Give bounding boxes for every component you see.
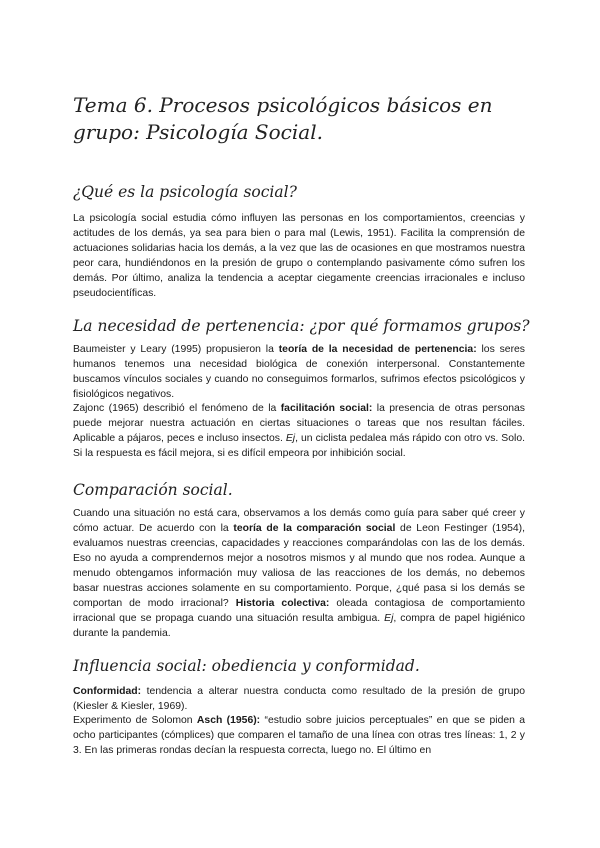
section-paragraph: Cuando una situación no está cara, observamos a los demás como guía para saber qué creer y cómo actuar. De acuerdo con la teoría de la comparación social de Leon Festinger (1954), evaluamos nuestras creencias, capacidades y reacciones comparándolas con las de los demás. Eso no ayuda a comprendernos mejor a nosotros mismos y al mundo que nos rodea. Aunque a menudo obtengamos información muy valiosa de las reacciones de los demás, no debemos basar nuestras acciones solamente en su comportamiento. Porque, ¿qué pasa si los demás se comportan de modo irracional? Historia colectiva: oleada contagiosa de comportamiento irracional que se propaga cuando una situación resulta ambigua. Ej, compra de papel higiénico durante la pandemia.	[73, 508, 526, 639]
key-term: teoría de la comparación social	[233, 523, 396, 534]
section-heading-social-comparison: Comparación social.	[73, 481, 233, 499]
key-term: Conformidad:	[73, 686, 142, 697]
section-heading-social-influence: Influencia social: obediencia y conformidad.	[73, 657, 420, 675]
key-term: Historia colectiva:	[235, 598, 330, 609]
section-heading-what-is-social-psychology: ¿Qué es la psicología social?	[73, 183, 297, 201]
document-title: Tema 6. Procesos psicológicos básicos en grupo: Psicología Social.	[73, 93, 493, 144]
section-paragraph: Baumeister y Leary (1995) propusieron la teoría de la necesidad de pertenencia: los seres humanos tenemos una necesidad biológica de conexión interpersonal. Constantemente buscamos vínculos sociales y cuando no conseguimos formarlos, sufrimos efectos psicológicos y fisiológicos negativos.	[73, 344, 525, 400]
section-paragraph: Zajonc (1965) describió el fenómeno de la facilitación social: la presencia de otras personas puede mejorar nuestra actuación en ciertas situaciones o tareas que nos resultan fáciles. Aplicable a pájaros, peces e incluso insectos. Ej, un ciclista pedalea más rápido con otro vs. Solo. Si la respuesta es fácil mejora, si es difícil empeora por inhibición social.	[73, 403, 525, 459]
section-heading-need-to-belong: La necesidad de pertenencia: ¿por qué formamos grupos?	[73, 317, 530, 335]
section-paragraph: Conformidad: tendencia a alterar nuestra conducta como resultado de la presión de grupo (Kiesler & Kiesler, 1969).	[73, 686, 525, 712]
section-paragraph: Experimento de Solomon Asch (1956): “estudio sobre juicios perceptuales” en que se piden a ocho participantes (cómplices) que comparen el tamaño de una línea con otras tres líneas: 1, 2 y 3. En las primeras rondas decían la respuesta correcta, luego no. El último en	[73, 715, 526, 756]
key-term: Asch (1956):	[196, 715, 261, 726]
key-term: facilitación social:	[280, 403, 373, 414]
section-paragraph: La psicología social estudia cómo influyen las personas en los comportamientos, creencias y actitudes de los demás, ya sea para bien o para mal (Lewis, 1951). Facilita la comprensión de actuaciones solidarias hacia los demás, a la vez que las de ocasiones en que mostramos nuestra peor cara, hundiéndonos en la presión de grupo o contemplando pasivamente cómo sufren los demás. Por último, analiza la tendencia a aceptar ciegamente creencias irracionales e incluso pseudocientíficas.	[73, 213, 525, 299]
key-term: teoría de la necesidad de pertenencia:	[278, 344, 477, 355]
